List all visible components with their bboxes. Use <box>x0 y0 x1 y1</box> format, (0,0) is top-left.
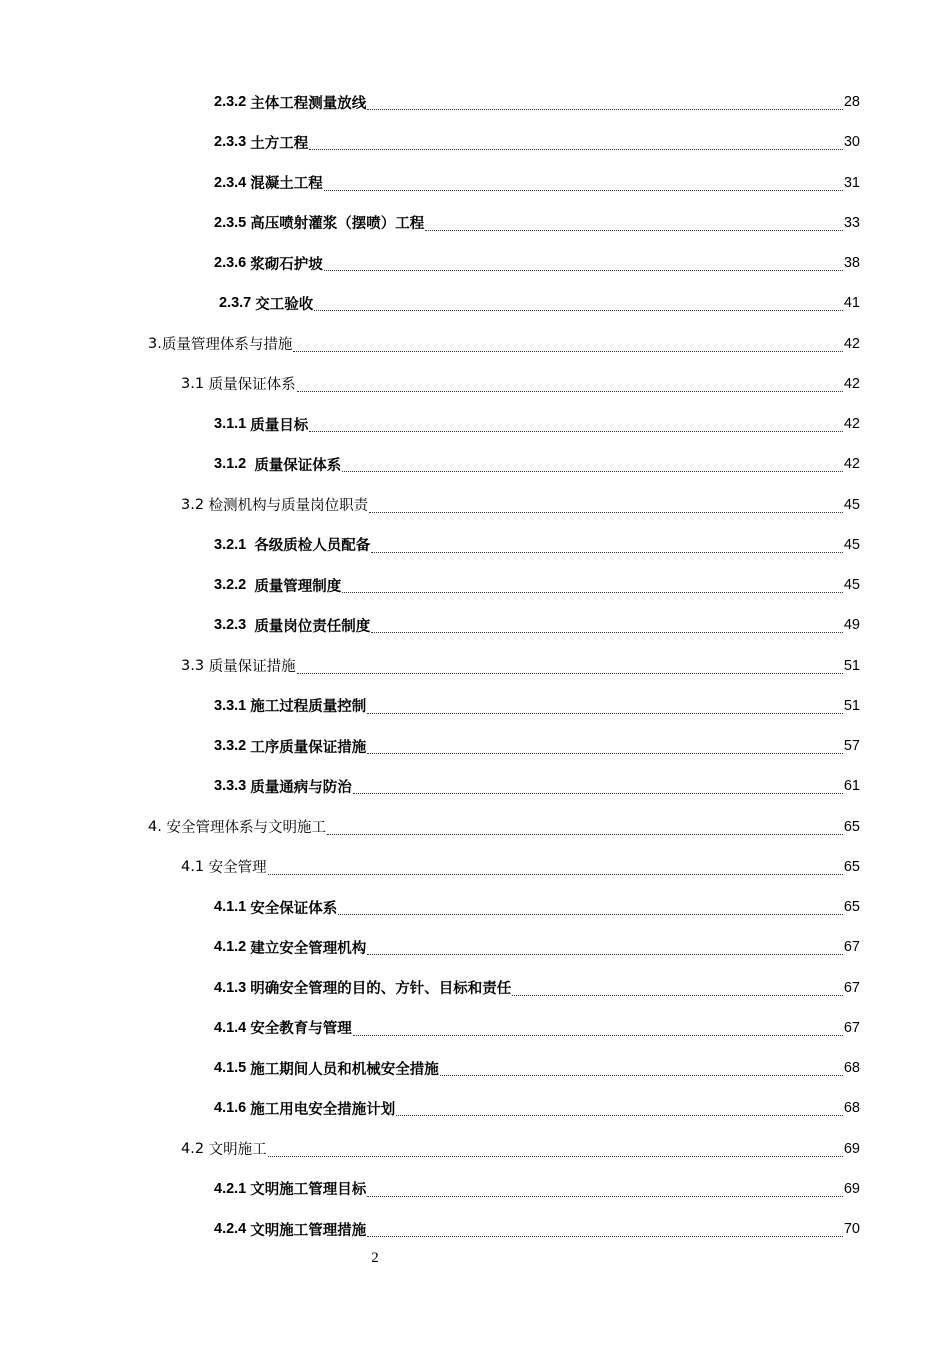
toc-entry-page: 41 <box>843 295 860 312</box>
toc-entry-title: 主体工程测量放线 <box>250 95 367 112</box>
toc-dot-leader <box>314 310 843 311</box>
toc-dot-leader <box>371 632 843 633</box>
toc-entry[interactable] <box>214 1008 860 1048</box>
toc-entry-title: 各级质检人员配备 <box>254 538 371 555</box>
toc-entry-title: 建立安全管理机构 <box>250 940 367 957</box>
toc-entry-title: 文明施工管理措施 <box>250 1222 367 1239</box>
toc-entry-number: 2.3.4 <box>214 174 251 191</box>
toc-dot-leader <box>367 713 843 714</box>
toc-entry-page: 42 <box>843 456 860 473</box>
toc-entry-number: 3.3.2 <box>214 738 251 754</box>
toc-entry[interactable] <box>214 1169 860 1209</box>
page-number: 2 <box>371 1250 379 1266</box>
toc-dot-leader <box>353 1035 843 1036</box>
toc-entry[interactable] <box>214 766 860 806</box>
toc-entry-page: 42 <box>843 375 860 392</box>
toc-entry-number: 4.2.4 <box>214 1221 251 1237</box>
toc-entry-page: 69 <box>843 1140 860 1157</box>
toc-entry-title: 文明施工管理目标 <box>250 1182 367 1199</box>
toc-dot-leader <box>342 471 843 472</box>
toc-entry-page: 57 <box>843 738 860 754</box>
toc-entry-page: 51 <box>843 657 860 674</box>
toc-entry-page: 38 <box>843 255 860 271</box>
toc-dot-leader <box>327 834 843 835</box>
toc-entry-page: 67 <box>843 979 860 996</box>
toc-entry-page: 45 <box>843 577 860 593</box>
toc-entry-page: 65 <box>843 818 860 835</box>
toc-entry-title: 质量管理体系与措施 <box>161 337 293 353</box>
toc-entry[interactable] <box>214 1088 860 1128</box>
toc-dot-leader <box>353 793 843 794</box>
toc-dot-leader <box>297 391 843 392</box>
toc-dot-leader <box>425 230 843 231</box>
toc-dot-leader <box>297 673 843 674</box>
toc-dot-leader <box>324 270 843 271</box>
toc-entry-number: 3.3.3 <box>214 778 251 795</box>
toc-entry-number: 2.3.3 <box>214 134 251 151</box>
toc-dot-leader <box>371 552 843 553</box>
toc-entry-number: 3.3 <box>181 657 209 674</box>
toc-entry[interactable] <box>181 364 860 404</box>
toc-entry[interactable] <box>214 444 860 484</box>
toc-entry-title: 明确安全管理的目的、方针、目标和责任 <box>250 981 512 997</box>
toc-entry[interactable] <box>214 565 860 605</box>
toc-entry-title: 浆砌石护坡 <box>250 256 323 273</box>
toc-entry-number: 3.1.2 <box>214 456 255 473</box>
toc-entry-title: 质量保证体系 <box>254 457 342 474</box>
toc-entry-page: 42 <box>843 416 860 432</box>
toc-entry-title: 检测机构与质量岗位职责 <box>208 498 369 514</box>
toc-entry-number: 2.3.7 <box>219 295 256 312</box>
toc-entry-page: 31 <box>843 174 860 191</box>
toc-entry-number: 3.2.1 <box>214 536 255 553</box>
toc-entry[interactable] <box>214 203 860 243</box>
toc-entry-number: 3.1 <box>181 375 209 392</box>
toc-entry-title: 安全管理体系与文明施工 <box>166 820 326 836</box>
toc-dot-leader <box>512 995 843 996</box>
toc-entry-number: 3.3.1 <box>214 697 251 714</box>
toc-entry[interactable] <box>214 82 860 122</box>
toc-dot-leader <box>342 592 843 593</box>
toc-entry-page: 70 <box>843 1221 860 1237</box>
toc-entry-title: 质量通病与防治 <box>250 779 352 796</box>
toc-entry-title: 工序质量保证措施 <box>250 739 367 756</box>
toc-entry-title: 混凝土工程 <box>250 176 323 192</box>
toc-entry-number: 4. <box>148 818 167 835</box>
toc-entry-page: 61 <box>843 778 860 795</box>
toc-dot-leader <box>268 1156 843 1157</box>
toc-entry-title: 安全保证体系 <box>250 900 338 917</box>
toc-entry[interactable] <box>214 605 860 645</box>
toc-dot-leader <box>440 1075 843 1076</box>
toc-entry-title: 施工期间人员和机械安全措施 <box>250 1061 439 1078</box>
toc-entry-title: 安全教育与管理 <box>250 1021 352 1038</box>
toc-entry-page: 45 <box>843 496 860 513</box>
toc-dot-leader <box>367 1196 843 1197</box>
toc-entry-title: 质量管理制度 <box>254 578 342 595</box>
toc-entry-number: 3.2 <box>181 496 209 513</box>
toc-entry-page: 45 <box>843 536 860 553</box>
toc-entry-number: 4.1.3 <box>214 979 251 996</box>
toc-entry-number: 3.2.2 <box>214 577 255 593</box>
toc-dot-leader <box>268 874 843 875</box>
toc-entry-page: 67 <box>843 1019 860 1036</box>
toc-entry-title: 施工过程质量控制 <box>250 699 367 716</box>
toc-entry-page: 42 <box>843 335 860 352</box>
toc-entry[interactable] <box>214 686 860 726</box>
toc-entry[interactable] <box>181 847 860 887</box>
toc-entry-title: 质量保证措施 <box>208 659 296 675</box>
toc-dot-leader <box>309 431 843 432</box>
toc-entry-number: 2.3.6 <box>214 255 251 271</box>
toc-entry-number: 3.1.1 <box>214 416 251 432</box>
toc-entry-page: 51 <box>843 697 860 714</box>
toc-entry-page: 28 <box>843 94 860 110</box>
toc-entry-page: 69 <box>843 1180 860 1197</box>
toc-entry[interactable] <box>214 726 860 766</box>
toc-entry-number: 4.1.5 <box>214 1060 251 1076</box>
toc-entry-title: 土方工程 <box>250 135 309 152</box>
toc-entry-title: 文明施工 <box>208 1142 267 1158</box>
toc-entry[interactable] <box>219 283 860 323</box>
toc-entry[interactable] <box>214 968 860 1008</box>
toc-dot-leader <box>367 109 843 110</box>
toc-entry-page: 49 <box>843 617 860 634</box>
toc-entry-number: 4.1.4 <box>214 1019 251 1036</box>
toc-entry-title: 高压喷射灌浆（摆喷）工程 <box>250 216 425 233</box>
toc-dot-leader <box>293 351 843 352</box>
toc-entry[interactable] <box>214 122 860 162</box>
toc-entry-number: 2.3.5 <box>214 214 251 231</box>
toc-entry-title: 安全管理 <box>208 860 267 877</box>
toc-entry-title: 质量岗位责任制度 <box>254 618 371 635</box>
toc-entry-page: 65 <box>843 858 860 875</box>
toc-dot-leader <box>367 954 843 955</box>
toc-entry-number: 3. <box>148 335 162 352</box>
toc-entry-number: 4.1.1 <box>214 899 251 915</box>
toc-entry-page: 33 <box>843 214 860 231</box>
toc-entry[interactable] <box>148 324 860 364</box>
toc-entry-number: 3.2.3 <box>214 617 255 634</box>
toc-dot-leader <box>396 1115 843 1116</box>
toc-entry-page: 68 <box>843 1100 860 1117</box>
toc-entry-number: 2.3.2 <box>214 94 251 110</box>
toc-entry[interactable] <box>214 163 860 203</box>
toc-entry-number: 4.1 <box>181 858 209 875</box>
toc-entry-title: 交工验收 <box>255 296 314 313</box>
toc-dot-leader <box>309 149 843 150</box>
toc-entry[interactable] <box>181 1129 860 1169</box>
toc-entry[interactable] <box>214 927 860 967</box>
toc-entry-number: 4.2 <box>181 1140 209 1157</box>
toc-entry[interactable] <box>214 1048 860 1088</box>
toc-entry-page: 67 <box>843 939 860 956</box>
toc-entry-number: 4.1.6 <box>214 1100 251 1117</box>
toc-dot-leader <box>367 753 843 754</box>
toc-entry-number: 4.2.1 <box>214 1180 251 1197</box>
toc-entry[interactable] <box>214 243 860 283</box>
toc-dot-leader <box>367 1236 843 1237</box>
toc-entry-title: 施工用电安全措施计划 <box>250 1101 396 1118</box>
toc-entry[interactable] <box>181 646 860 686</box>
toc-entry-page: 30 <box>843 134 860 151</box>
toc-entry-title: 质量保证体系 <box>208 377 296 394</box>
toc-dot-leader <box>369 512 843 513</box>
toc-entry[interactable] <box>214 1209 860 1249</box>
toc-entry[interactable] <box>214 404 860 444</box>
toc-dot-leader <box>338 914 843 915</box>
toc-dot-leader <box>324 190 843 191</box>
toc-entry-title: 质量目标 <box>250 417 309 434</box>
toc-entry[interactable] <box>181 485 860 525</box>
toc-entry[interactable] <box>214 887 860 927</box>
toc-entry[interactable] <box>214 525 860 565</box>
toc-entry-number: 4.1.2 <box>214 939 251 956</box>
toc-entry[interactable] <box>148 807 860 847</box>
toc-entry-page: 65 <box>843 899 860 915</box>
toc-entry-page: 68 <box>843 1060 860 1076</box>
